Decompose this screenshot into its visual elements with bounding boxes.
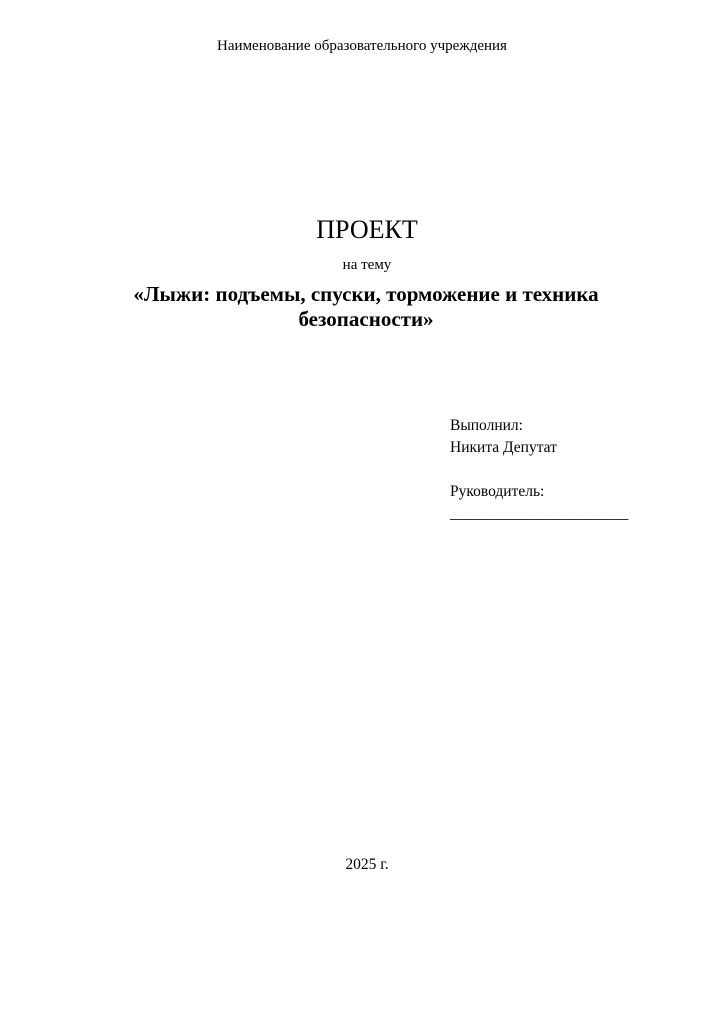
year: 2025 г. (345, 856, 389, 873)
topic-prefix: на тему (342, 257, 392, 273)
signature-block (450, 415, 690, 525)
supervisor-signature-line: _______________________ (450, 505, 629, 522)
performer-label: Выполнил: (450, 417, 523, 434)
supervisor-label: Руководитель: (450, 483, 545, 500)
performer-name: Никита Депутат (450, 439, 557, 456)
institution-name: Наименование образовательного учреждения (217, 38, 507, 54)
spacer (450, 459, 690, 481)
document-type-heading: ПРОЕКТ (316, 215, 418, 244)
topic-title: «Лыжи: подъемы, спуски, торможение и техника безопасности» (133, 282, 599, 331)
